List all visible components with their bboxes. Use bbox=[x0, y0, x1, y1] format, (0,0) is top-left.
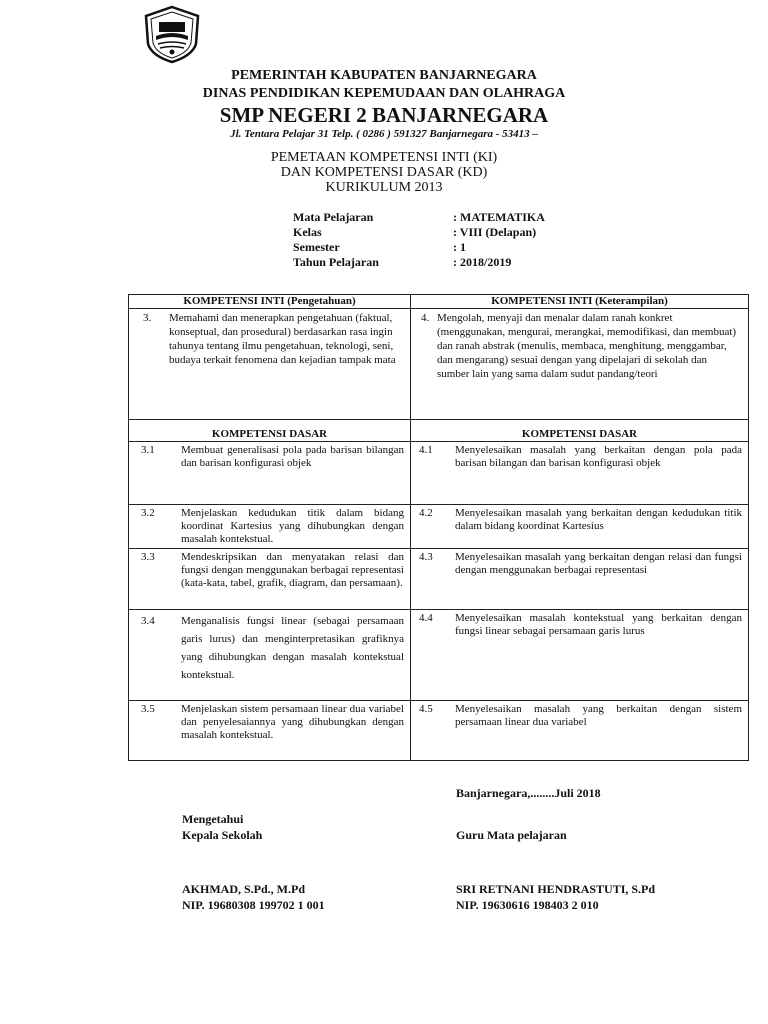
acknowledged-label: Mengetahui bbox=[182, 812, 244, 826]
teacher-nip: NIP. 19630616 198403 2 010 bbox=[456, 898, 599, 912]
ki-skill-header: KOMPETENSI INTI (Keterampilan) bbox=[411, 295, 749, 309]
principal-name: AKHMAD, S.Pd., M.Pd bbox=[182, 882, 305, 896]
kd-row: 4.2 Menyelesaikan masalah yang berkaitan dengan kedudukan titik dalam bidang koordinat Kartesius bbox=[411, 505, 749, 549]
ki-knowledge-text: Memahami dan menerapkan pengetahuan (faktual, konseptual, dan prosedural) berdasarkan rasa ingin tahunya tentang ilmu pengetahuan, teknologi, seni, budaya terkait fenomena dan kejadian tampak mata bbox=[169, 312, 396, 366]
kd-row: 3.4 Menganalisis fungsi linear (sebagai persamaan garis lurus) dan menginterpretasikan grafiknya yang dihubungkan dengan masalah kontekstual kontekstual. bbox=[129, 610, 411, 701]
kd-row: 3.5 Menjelaskan sistem persamaan linear dua variabel dan penyelesaiannya yang dihubungkan dengan masalah kontekstual. bbox=[129, 701, 411, 761]
ki-knowledge-cell: 3. Memahami dan menerapkan pengetahuan (faktual, konseptual, dan prosedural) berdasarkan rasa ingin tahunya tentang ilmu pengetahuan, teknologi, seni, budaya terkait fenomena dan kejadian tampak mata bbox=[129, 309, 411, 420]
kd-row: 4.5 Menyelesaikan masalah yang berkaitan dengan sistem persamaan linear dua variabel bbox=[411, 701, 749, 761]
kd-row: 4.4 Menyelesaikan masalah kontekstual yang berkaitan dengan fungsi linear sebagai persamaan garis lurus bbox=[411, 610, 749, 701]
principal-role: Kepala Sekolah bbox=[182, 828, 263, 842]
meta-row-semester: Semester : 1 bbox=[293, 240, 466, 254]
subject-info bbox=[293, 210, 545, 270]
kd-row: 3.2 Menjelaskan kedudukan titik dalam bidang koordinat Kartesius yang dihubungkan dengan masalah kontekstual. bbox=[129, 505, 411, 549]
regency-logo bbox=[142, 4, 202, 64]
kd-row: 4.3 Menyelesaikan masalah yang berkaitan dengan relasi dan fungsi dengan menggunakan berbagai representasi bbox=[411, 549, 749, 610]
kd-row: 4.1 Menyelesaikan masalah yang berkaitan dengan pola pada barisan bilangan dan barisan konfigurasi objek bbox=[411, 442, 749, 505]
ki-skill-text: Mengolah, menyaji dan menalar dalam ranah konkret (menggunakan, mengurai, merangkai, memodifikasi, dan membuat) dan ranah abstrak (menulis, membaca, menghitung, menggambar, dan mengarang) sesuai dengan yang dipelajari di sekolah dan sumber lain yang sama dalam sudut pandang/teori bbox=[437, 312, 737, 380]
principal-nip: NIP. 19680308 199702 1 001 bbox=[182, 898, 325, 912]
kd-knowledge-header: KOMPETENSI DASAR bbox=[129, 428, 411, 442]
teacher-name: SRI RETNANI HENDRASTUTI, S.Pd bbox=[456, 882, 656, 896]
doc-title-line2: DAN KOMPETENSI DASAR (KD) bbox=[280, 165, 488, 180]
meta-row-class: Kelas : VIII (Delapan) bbox=[293, 225, 537, 239]
school-name: SMP NEGERI 2 BANJARNEGARA bbox=[219, 103, 549, 127]
kd-row: 3.3 Mendeskripsikan dan menyatakan relasi dan fungsi dengan menggunakan berbagai representasi (kata-kata, tabel, grafik, diagram, dan persamaan). bbox=[129, 549, 411, 610]
kd-skill-header: KOMPETENSI DASAR bbox=[411, 428, 749, 442]
teacher-role: Guru Mata pelajaran bbox=[456, 828, 567, 842]
department-name: DINAS PENDIDIKAN KEPEMUDAAN DAN OLAHRAGA bbox=[202, 86, 566, 101]
doc-title-line1: PEMETAAN KOMPETENSI INTI (KI) bbox=[270, 150, 498, 165]
doc-title-line3: KURIKULUM 2013 bbox=[325, 180, 443, 195]
government-name: PEMERINTAH KABUPATEN BANJARNEGARA bbox=[231, 68, 537, 83]
competency-table bbox=[128, 294, 749, 761]
meta-row-year: Tahun Pelajaran : 2018/2019 bbox=[293, 255, 512, 269]
kd-row: 3.1 Membuat generalisasi pola pada barisan bilangan dan barisan konfigurasi objek bbox=[129, 442, 411, 505]
school-address: Jl. Tentara Pelajar 31 Telp. ( 0286 ) 591327 Banjarnegara - 53413 – bbox=[230, 128, 538, 140]
ki-knowledge-header: KOMPETENSI INTI (Pengetahuan) bbox=[129, 295, 411, 309]
place-date: Banjarnegara,........Juli 2018 bbox=[456, 786, 601, 800]
ki-skill-cell: 4. Mengolah, menyaji dan menalar dalam ranah konkret (menggunakan, mengurai, merangkai, memodifikasi, dan membuat) dan ranah abstrak (menulis, membaca, menghitung, menggambar, dan mengarang) sesuai dengan yang dipelajari di sekolah dan sumber lain yang sama dalam sudut pandang/teori bbox=[411, 309, 749, 420]
meta-row-subject: Mata Pelajaran : MATEMATIKA bbox=[293, 210, 545, 224]
